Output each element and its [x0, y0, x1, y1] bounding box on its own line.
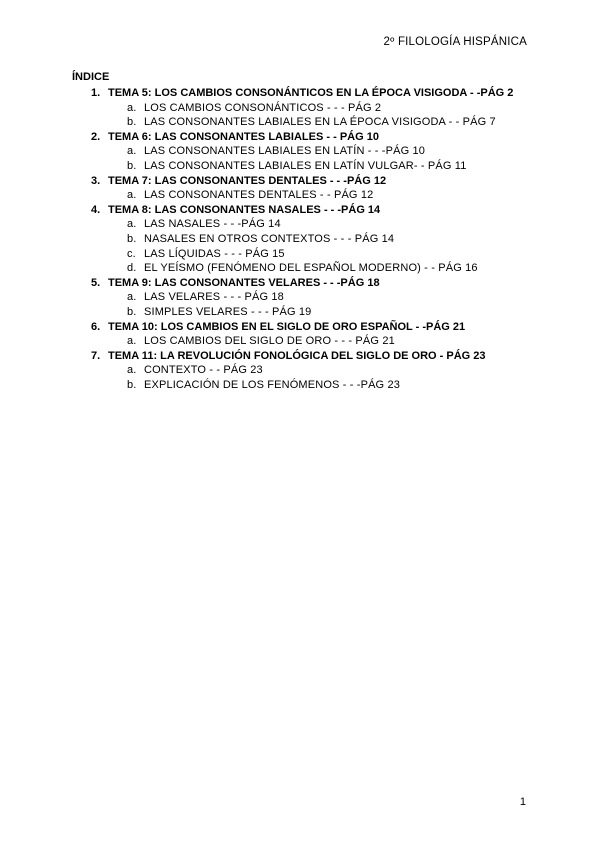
topic-title: TEMA 11: LA REVOLUCIÓN FONOLÓGICA DEL SIGLO DE ORO - PÁG 23: [108, 349, 486, 362]
topic-title: TEMA 10: LOS CAMBIOS EN EL SIGLO DE ORO ESPAÑOL - -PÁG 21: [108, 320, 466, 333]
toc-topic: [0, 86, 600, 130]
subtopic-letter: b.: [127, 305, 137, 318]
toc-topic-row: [0, 174, 600, 189]
subtopic-letter: a.: [127, 145, 137, 158]
subtopic-title: SIMPLES VELARES - - - PÁG 19: [144, 305, 312, 318]
subtopic-letter: a.: [127, 189, 137, 202]
topic-number: 6.: [91, 320, 101, 333]
toc-subtopic-row: [0, 363, 600, 378]
subtopic-letter: a.: [127, 218, 137, 231]
subtopic-title: LAS LÍQUIDAS - - - PÁG 15: [144, 247, 285, 260]
subtopic-title: LAS CONSONANTES LABIALES EN LATÍN - - -PÁG 10: [144, 145, 426, 158]
toc-subtopic-row: [0, 378, 600, 393]
toc-topic: [0, 276, 600, 320]
index-title: ÍNDICE: [72, 71, 110, 83]
subtopic-title: LAS VELARES - - - PÁG 18: [144, 291, 284, 304]
topic-title: TEMA 7: LAS CONSONANTES DENTALES - - -PÁG 12: [108, 174, 387, 187]
subtopic-letter: a.: [127, 291, 137, 304]
toc-topic-row: [0, 130, 600, 145]
toc-subtopic-row: [0, 334, 600, 349]
subtopic-title: LAS CONSONANTES LABIALES EN LA ÉPOCA VISIGODA - - PÁG 7: [144, 116, 496, 129]
toc-subtopic-row: [0, 159, 600, 174]
subtopic-title: LAS NASALES - - -PÁG 14: [144, 218, 281, 231]
course-header: 2º FILOLOGÍA HISPÁNICA: [383, 36, 527, 48]
subtopic-letter: a.: [127, 101, 137, 114]
subtopic-title: EXPLICACIÓN DE LOS FENÓMENOS - - -PÁG 23: [144, 378, 400, 391]
topic-number: 2.: [91, 130, 101, 143]
table-of-contents: [0, 86, 600, 392]
topic-number: 5.: [91, 276, 101, 289]
toc-subtopic-row: [0, 290, 600, 305]
toc-topic: [0, 130, 600, 174]
toc-subtopic-row: [0, 305, 600, 320]
toc-topic: [0, 203, 600, 276]
subtopic-title: LOS CAMBIOS DEL SIGLO DE ORO - - - PÁG 21: [144, 335, 395, 348]
toc-topic-row: [0, 86, 600, 101]
topic-number: 1.: [91, 87, 101, 99]
toc-topic-row: [0, 276, 600, 291]
toc-subtopic-row: [0, 217, 600, 232]
subtopic-letter: a.: [127, 335, 137, 348]
toc-subtopic-row: [0, 261, 600, 276]
subtopic-title: LOS CAMBIOS CONSONÁNTICOS - - - PÁG 2: [144, 101, 382, 114]
subtopic-letter: d.: [127, 262, 137, 275]
toc-topic-row: [0, 349, 600, 364]
toc-topic: [0, 349, 600, 393]
subtopic-letter: b.: [127, 116, 137, 129]
toc-subtopic-row: [0, 115, 600, 130]
subtopic-letter: a.: [127, 364, 137, 377]
topic-title: TEMA 6: LAS CONSONANTES LABIALES - - PÁG 10: [108, 130, 379, 143]
toc-topic: [0, 320, 600, 349]
subtopic-title: LAS CONSONANTES LABIALES EN LATÍN VULGAR- - PÁG 11: [144, 159, 467, 172]
toc-topic: [0, 174, 600, 203]
topic-title: TEMA 5: LOS CAMBIOS CONSONÁNTICOS EN LA ÉPOCA VISIGODA - -PÁG 2: [108, 87, 514, 99]
subtopic-title: NASALES EN OTROS CONTEXTOS - - - PÁG 14: [144, 232, 395, 245]
topic-title: TEMA 9: LAS CONSONANTES VELARES - - -PÁG 18: [108, 276, 380, 289]
toc-topic-row: [0, 320, 600, 335]
subtopic-letter: c.: [127, 247, 136, 260]
page-number: 1: [519, 796, 526, 808]
topic-number: 7.: [91, 349, 101, 362]
toc-subtopic-row: [0, 101, 600, 116]
toc-subtopic-row: [0, 188, 600, 203]
subtopic-letter: b.: [127, 159, 137, 172]
toc-subtopic-row: [0, 247, 600, 262]
subtopic-title: CONTEXTO - - PÁG 23: [144, 364, 263, 377]
toc-subtopic-row: [0, 144, 600, 159]
subtopic-title: EL YEÍSMO (FENÓMENO DEL ESPAÑOL MODERNO) - - PÁG 16: [144, 262, 478, 275]
toc-topic-row: [0, 203, 600, 218]
subtopic-title: LAS CONSONANTES DENTALES - - PÁG 12: [144, 189, 374, 202]
topic-title: TEMA 8: LAS CONSONANTES NASALES - - -PÁG 14: [108, 203, 381, 216]
toc-subtopic-row: [0, 232, 600, 247]
subtopic-letter: b.: [127, 232, 137, 245]
topic-number: 4.: [91, 203, 101, 216]
topic-number: 3.: [91, 174, 101, 187]
subtopic-letter: b.: [127, 378, 137, 391]
